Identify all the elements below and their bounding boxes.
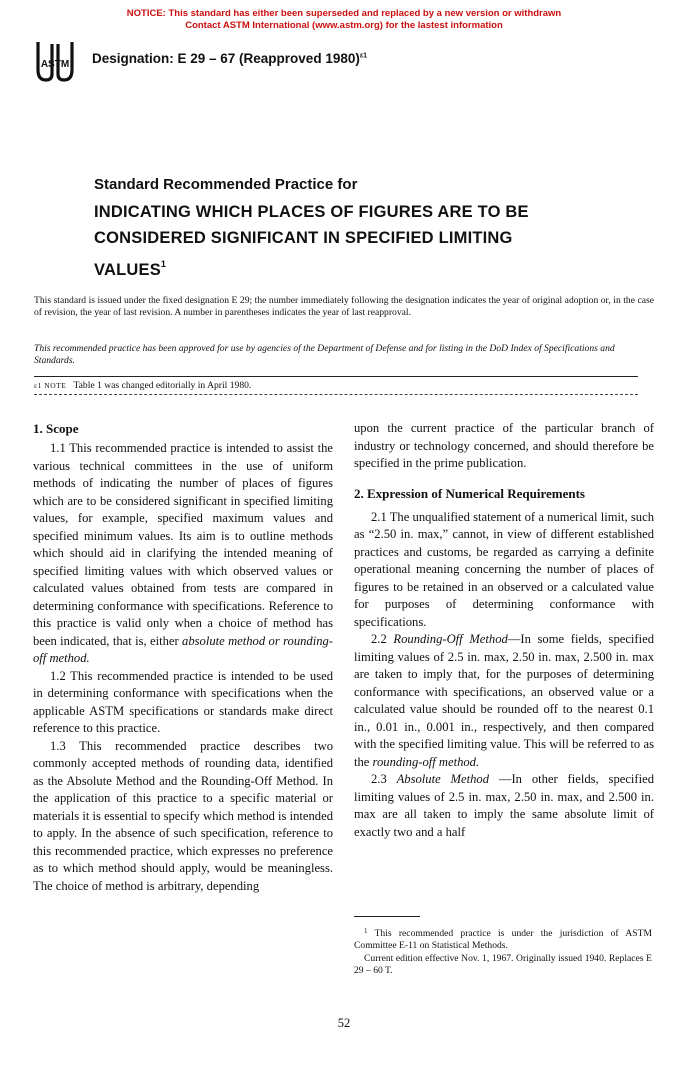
paragraph-2-1: 2.1 The unqualified statement of a numerical limit, such as “2.50 in. max,” cannot, in view of different established practices and customs, be regarded as carrying a definite operational meaning concerning the number of places of figures to be retained in an observed or a calculated value for purposes of determining conformance with specifications.: [354, 509, 654, 629]
notice-line-1: NOTICE: This standard has either been superseded and replaced by a new version or withdrawn: [126, 8, 562, 19]
issued-statement: This standard is issued under the fixed designation E 29; the number immediately following the designation indicates the year of original adoption or, in the case of revision, the year of last revision. A number in parentheses indicates the year of last reapproval.: [34, 295, 654, 319]
section-heading-numerical-requirements: 2. Expression of Numerical Requirements: [354, 485, 585, 501]
left-column: [33, 420, 333, 895]
title-line-1: INDICATING WHICH PLACES OF FIGURES ARE TO BE: [94, 203, 529, 221]
page-number: 52: [337, 1016, 351, 1030]
designation-text: Designation: E 29 – 67 (Reapproved 1980): [92, 51, 360, 66]
approval-statement: This recommended practice has been approved for use by agencies of the Department of Defense and for listing in the DoD Index of Specifications and Standards.: [34, 343, 615, 367]
footnote-divider: [354, 916, 420, 917]
paragraph-2-2: 2.2 Rounding-Off Method—In some fields, specified limiting values of 2.5 in. max, 2.50 in. max, 2.500 in. max are taken to imply that, for the purposes of determining conformance with specifications, an observed value or a calculated value should be rounded off to the nearest 0.1 in., 0.01 in., 0.001 in., respectively, and then compared with the specified limiting value. This will be referred to as the rounding-off method.: [354, 632, 655, 769]
divider: [34, 394, 638, 395]
paragraph-2-3: 2.3 Absolute Method —In other fields, specified limiting values of 2.5 in. max, 2.50 in. max, and 2.500 in. max are all taken to imply the same absolute limit of exactly two and a half: [354, 772, 654, 839]
section-heading-scope: 1. Scope: [33, 421, 79, 436]
editorial-note: [34, 380, 251, 391]
paragraph-1-2: 1.2 This recommended practice is intended to be used in determining conformance with specifications when the applicable ASTM specifications or standards make direct reference to this practice.: [33, 668, 333, 735]
title-block: [94, 176, 654, 283]
title-line-2: CONSIDERED SIGNIFICANT IN SPECIFIED LIMITING: [94, 229, 513, 247]
withdrawal-notice: [0, 8, 688, 32]
footnote-2: Current edition effective Nov. 1, 1967. Originally issued 1940. Replaces E 29 – 60 T.: [354, 952, 652, 977]
paragraph-1-3: 1.3 This recommended practice describes two commonly accepted methods of rounding data, identified as the Absolute Method and the Rounding-Off Method. In the application of this practice to a specific material or materials it is essential to specify which method is intended to apply. In the absence of such specification, reference to this recommended practice, which expresses no preference as to which method should apply, would be meaningless. The choice of method is arbitrary, depending: [33, 738, 333, 893]
title-footnote-ref: 1: [160, 259, 167, 269]
note-text: Table 1 was changed editorially in April 1980.: [73, 380, 252, 391]
right-column: [354, 420, 654, 841]
designation: [92, 51, 367, 66]
pre-title: Standard Recommended Practice for: [94, 176, 358, 193]
page-title: [94, 199, 654, 283]
paragraph-1-3-continued: upon the current practice of the particular branch of industry or technology concerned, and should therefore be specified in the prime publication.: [354, 421, 654, 470]
paragraph-1-1: 1.1 This recommended practice is intended to assist the various technical committees in the use of uniform methods of indicating the number of places of figures which are to be considered significant in specified limiting values, for example, specified maximum values and specified minimum values. Its aim is to outline methods which should aid in clarifying the intended meaning of specified limiting values with which observed values or calculated values obtained from tests are compared in determining conformance with specifications. Reference to this practice is valid only when a choice of method has been indicated, that is, either absolute method or rounding-off method.: [33, 441, 333, 665]
note-label: ε1 NOTE: [34, 381, 67, 390]
designation-mark: ε1: [359, 52, 368, 60]
title-line-3: VALUES: [94, 261, 161, 279]
astm-logo-icon: [32, 40, 78, 84]
divider: [34, 376, 638, 377]
footnote-1: $^1$ This recommended practice is under the jurisdiction of ASTM Committee E-11 on Statistical Methods.: [354, 927, 652, 952]
logo-text: ASTM: [40, 59, 70, 70]
footnotes: [354, 925, 652, 978]
notice-line-2: Contact ASTM International (www.astm.org) for the lastest information: [185, 20, 503, 31]
